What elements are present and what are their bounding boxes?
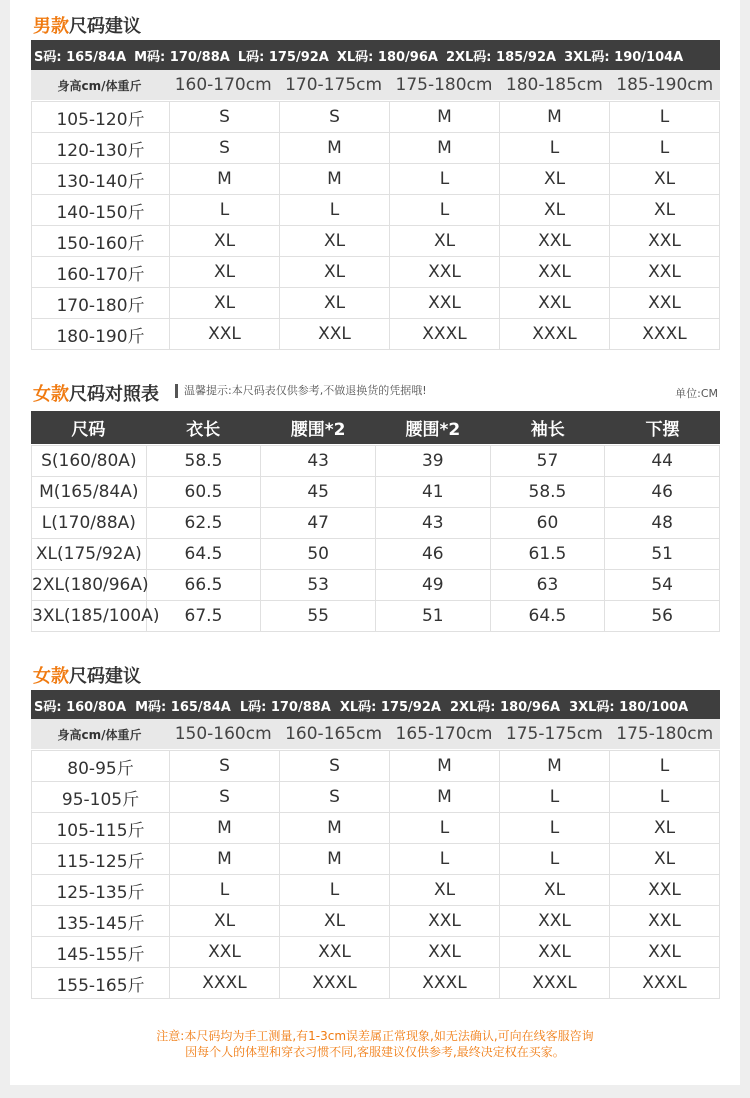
table-cell: M [390, 102, 500, 133]
women-section-title: 女款尺码建议 [33, 666, 141, 687]
table-cell: M [390, 133, 500, 164]
women-chart-title: 女款尺码对照表 [33, 384, 159, 405]
table-row [32, 226, 720, 257]
table-cell: XL [610, 844, 720, 875]
row-label-cell: 105-120斤 [32, 102, 170, 133]
table-row [32, 288, 720, 319]
column-header: 衣长 [186, 420, 221, 440]
table-cell: S [280, 782, 390, 813]
row-label-cell: 115-125斤 [32, 844, 170, 875]
table-cell: 47 [261, 508, 376, 539]
table-cell: XXXL [390, 319, 500, 350]
row-label-cell: M(165/84A) [32, 477, 147, 508]
table-row [32, 102, 720, 133]
table-cell: XXXL [610, 968, 720, 999]
row-label-cell: 170-180斤 [32, 288, 170, 319]
table-cell: 66.5 [146, 570, 261, 601]
row-label-cell: 130-140斤 [32, 164, 170, 195]
men-height-header [31, 70, 720, 100]
table-row [32, 508, 720, 539]
table-cell: XXL [170, 319, 280, 350]
table-cell: 49 [375, 570, 490, 601]
note-line: 因每个人的体型和穿衣习惯不同,客服建议仅供参考,最终决定权在买家。 [185, 1045, 565, 1059]
table-cell: 41 [375, 477, 490, 508]
table-cell: 56 [605, 601, 720, 632]
table-cell: 60.5 [146, 477, 261, 508]
table-cell: 51 [605, 539, 720, 570]
note-line: 注意:本尺码均为手工测量,有1-3cm误差属正常现象,如无法确认,可向在线客服咨询 [156, 1029, 594, 1043]
table-cell: XL [390, 226, 500, 257]
table-cell: M [390, 782, 500, 813]
table-row [32, 539, 720, 570]
table-cell: XL [610, 195, 720, 226]
table-cell: 43 [375, 508, 490, 539]
row-label-cell: L(170/88A) [32, 508, 147, 539]
table-cell: M [500, 751, 610, 782]
table-row [32, 844, 720, 875]
row-label-cell: 150-160斤 [32, 226, 170, 257]
table-cell: XXL [610, 875, 720, 906]
table-cell: L [500, 782, 610, 813]
table-cell: XXL [500, 937, 610, 968]
table-cell: XXL [610, 937, 720, 968]
table-cell: M [280, 133, 390, 164]
table-row [32, 875, 720, 906]
men-size-table [31, 101, 720, 350]
table-cell: XXL [390, 257, 500, 288]
table-cell: XL [280, 226, 390, 257]
row-label-cell: 120-130斤 [32, 133, 170, 164]
table-cell: XXL [610, 288, 720, 319]
size-code: M码: 170/88A [134, 49, 230, 65]
table-cell: L [170, 875, 280, 906]
table-cell: 43 [261, 446, 376, 477]
table-row [32, 968, 720, 999]
table-cell: XXL [610, 226, 720, 257]
table-cell: XXL [390, 906, 500, 937]
row-label-cell: S(160/80A) [32, 446, 147, 477]
table-cell: S [170, 133, 280, 164]
table-row [32, 319, 720, 350]
table-cell: XL [280, 906, 390, 937]
table-cell: XL [500, 195, 610, 226]
unit-label: 单位:CM [675, 387, 718, 400]
table-cell: 61.5 [490, 539, 605, 570]
table-cell: 64.5 [490, 601, 605, 632]
table-cell: L [610, 102, 720, 133]
table-cell: 51 [375, 601, 490, 632]
row-label-cell: 140-150斤 [32, 195, 170, 226]
column-header: 袖长 [530, 420, 565, 440]
table-cell: XXXL [170, 968, 280, 999]
column-header: 尺码 [71, 420, 106, 440]
table-row [32, 164, 720, 195]
table-cell: XXL [500, 906, 610, 937]
height-label: 160-170cm [174, 75, 272, 95]
table-cell: M [170, 164, 280, 195]
table-cell: XL [280, 257, 390, 288]
table-cell: 57 [490, 446, 605, 477]
size-code: L码: 175/92A [237, 49, 329, 65]
table-cell: XL [610, 813, 720, 844]
table-cell: L [280, 195, 390, 226]
table-cell: XXXL [610, 319, 720, 350]
height-label: 175-180cm [616, 724, 714, 744]
table-cell: 46 [605, 477, 720, 508]
table-cell: XL [390, 875, 500, 906]
women-size-table [31, 750, 720, 999]
table-row [32, 813, 720, 844]
table-cell: 62.5 [146, 508, 261, 539]
table-cell: XXXL [280, 968, 390, 999]
women-chart-header [31, 411, 720, 444]
corner-label: 身高cm/体重斤 [57, 78, 142, 93]
table-cell: XXL [500, 257, 610, 288]
table-cell: 64.5 [146, 539, 261, 570]
row-label-cell: 155-165斤 [32, 968, 170, 999]
table-cell: XL [500, 875, 610, 906]
table-cell: L [610, 133, 720, 164]
table-cell: XXL [390, 937, 500, 968]
height-label: 150-160cm [174, 724, 272, 744]
table-cell: 45 [261, 477, 376, 508]
table-cell: L [390, 844, 500, 875]
row-label-cell: 3XL(185/100A) [32, 601, 147, 632]
height-label: 160-165cm [285, 724, 383, 744]
table-cell: 55 [261, 601, 376, 632]
table-cell: XL [170, 288, 280, 319]
table-cell: L [390, 164, 500, 195]
column-header: 腰围*2 [290, 420, 346, 440]
table-cell: XL [170, 226, 280, 257]
table-row [32, 906, 720, 937]
table-cell: XXL [280, 937, 390, 968]
men-section-title: 男款尺码建议 [33, 16, 141, 37]
size-code: 2XL码: 185/92A [445, 49, 557, 65]
table-cell: M [170, 844, 280, 875]
size-code: XL码: 180/96A [336, 49, 438, 65]
table-row [32, 570, 720, 601]
table-cell: XXL [390, 288, 500, 319]
table-cell: S [170, 102, 280, 133]
table-cell: XL [280, 288, 390, 319]
height-label: 180-185cm [505, 75, 603, 95]
table-cell: S [170, 751, 280, 782]
size-code: S码: 165/84A [34, 49, 127, 65]
size-code: S码: 160/80A [34, 699, 127, 715]
size-code: L码: 170/88A [239, 699, 331, 715]
corner-label: 身高cm/体重斤 [57, 727, 142, 742]
row-label-cell: 180-190斤 [32, 319, 170, 350]
table-cell: XXL [280, 319, 390, 350]
table-cell: XL [170, 257, 280, 288]
table-cell: S [280, 751, 390, 782]
tip-text: 温馨提示:本尺码表仅供参考,不做退换货的凭据哦! [175, 384, 427, 398]
women-measure-table [31, 445, 720, 632]
table-cell: L [500, 813, 610, 844]
table-row [32, 601, 720, 632]
table-cell: L [390, 195, 500, 226]
size-code: M码: 165/84A [135, 699, 231, 715]
table-cell: M [280, 164, 390, 195]
table-cell: M [390, 751, 500, 782]
row-label-cell: 80-95斤 [32, 751, 170, 782]
row-label-cell: 135-145斤 [32, 906, 170, 937]
size-code: 3XL码: 190/104A [564, 49, 684, 65]
height-label: 175-180cm [395, 75, 493, 95]
table-row [32, 446, 720, 477]
row-label-cell: 125-135斤 [32, 875, 170, 906]
table-cell: M [280, 813, 390, 844]
table-row [32, 477, 720, 508]
table-cell: XXL [170, 937, 280, 968]
table-row [32, 195, 720, 226]
table-cell: L [500, 133, 610, 164]
height-label: 170-175cm [285, 75, 383, 95]
women-size-bar [31, 690, 720, 720]
table-cell: L [170, 195, 280, 226]
column-header: 下摆 [645, 420, 680, 440]
table-cell: 48 [605, 508, 720, 539]
table-row [32, 751, 720, 782]
row-label-cell: 95-105斤 [32, 782, 170, 813]
size-code: 3XL码: 180/100A [569, 699, 689, 715]
table-row [32, 782, 720, 813]
table-cell: XXXL [500, 968, 610, 999]
table-cell: M [170, 813, 280, 844]
height-label: 185-190cm [616, 75, 714, 95]
table-row [32, 133, 720, 164]
table-cell: XL [500, 164, 610, 195]
table-cell: 58.5 [146, 446, 261, 477]
row-label-cell: 2XL(180/96A) [32, 570, 147, 601]
table-cell: L [610, 751, 720, 782]
women-height-header [31, 719, 720, 749]
table-cell: 54 [605, 570, 720, 601]
table-cell: 60 [490, 508, 605, 539]
height-label: 165-170cm [395, 724, 493, 744]
table-cell: XXL [610, 906, 720, 937]
column-header: 腰围*2 [405, 420, 461, 440]
table-cell: M [280, 844, 390, 875]
table-cell: 50 [261, 539, 376, 570]
table-cell: 44 [605, 446, 720, 477]
table-cell: XXXL [500, 319, 610, 350]
table-cell: L [500, 844, 610, 875]
table-cell: L [390, 813, 500, 844]
table-cell: 63 [490, 570, 605, 601]
table-cell: L [610, 782, 720, 813]
table-cell: XXXL [390, 968, 500, 999]
men-size-bar [31, 40, 720, 70]
table-cell: 67.5 [146, 601, 261, 632]
table-cell: S [280, 102, 390, 133]
table-cell: S [170, 782, 280, 813]
row-label-cell: 160-170斤 [32, 257, 170, 288]
table-cell: XXL [500, 288, 610, 319]
size-code: 2XL码: 180/96A [449, 699, 561, 715]
height-label: 175-175cm [505, 724, 603, 744]
table-cell: 58.5 [490, 477, 605, 508]
table-cell: 46 [375, 539, 490, 570]
size-code: XL码: 175/92A [339, 699, 441, 715]
table-row [32, 257, 720, 288]
table-cell: XL [610, 164, 720, 195]
table-cell: XXL [500, 226, 610, 257]
row-label-cell: 145-155斤 [32, 937, 170, 968]
table-cell: XXL [610, 257, 720, 288]
table-cell: M [500, 102, 610, 133]
table-cell: L [280, 875, 390, 906]
row-label-cell: 105-115斤 [32, 813, 170, 844]
table-cell: 39 [375, 446, 490, 477]
table-row [32, 937, 720, 968]
row-label-cell: XL(175/92A) [32, 539, 147, 570]
table-cell: 53 [261, 570, 376, 601]
table-cell: XL [170, 906, 280, 937]
